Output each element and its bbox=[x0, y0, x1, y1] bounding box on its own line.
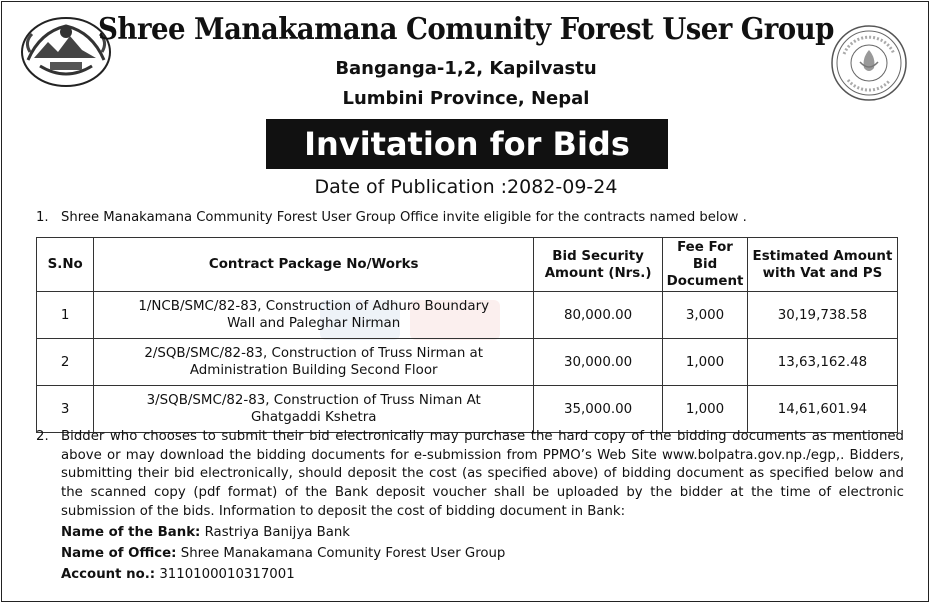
contracts-table bbox=[36, 237, 898, 433]
clause-1 bbox=[36, 210, 747, 225]
cell-fee: 1,000 bbox=[663, 386, 748, 433]
table-row bbox=[37, 339, 898, 386]
account-number-label: Account no.: bbox=[61, 567, 156, 582]
clause-2 bbox=[36, 428, 904, 522]
cell-works-line2: Administration Building Second Floor bbox=[189, 363, 438, 378]
cell-works-line1: 3/SQB/SMC/82-83, Construction of Truss Niman At bbox=[146, 393, 481, 408]
clause-1-text: Shree Manakamana Community Forest User Group Office invite eligible for the contracts named below . bbox=[61, 210, 747, 225]
bank-name-label: Name of the Bank: bbox=[61, 525, 201, 540]
cell-works-line1: 1/NCB/SMC/82-83, Construction of Adhuro Boundary bbox=[138, 299, 490, 314]
clause-1-number: 1. bbox=[36, 210, 49, 225]
cell-sno: 1 bbox=[37, 292, 94, 339]
table-row bbox=[37, 386, 898, 433]
address-line-1: Banganga-1,2, Kapilvastu bbox=[335, 58, 597, 79]
header-bid-security-line2: Amount (Nrs.) bbox=[544, 265, 652, 281]
header-bid-security bbox=[534, 238, 663, 292]
table-row bbox=[37, 292, 898, 339]
notice-title-banner: Invitation for Bids bbox=[266, 119, 668, 169]
header-fee bbox=[663, 238, 748, 292]
publication-date bbox=[0, 176, 932, 198]
cell-works bbox=[94, 339, 534, 386]
table-header-row bbox=[37, 238, 898, 292]
cell-bid-security: 35,000.00 bbox=[534, 386, 663, 433]
header-bid-security-line1: Bid Security bbox=[552, 248, 644, 264]
bank-name-line bbox=[61, 525, 350, 540]
publication-date-label: Date of Publication : bbox=[314, 176, 508, 198]
cell-estimate: 30,19,738.58 bbox=[747, 292, 897, 339]
cell-sno: 3 bbox=[37, 386, 94, 433]
clause-2-number: 2. bbox=[36, 429, 49, 444]
cell-estimate: 14,61,601.94 bbox=[747, 386, 897, 433]
account-number-value: 3110100010317001 bbox=[159, 567, 295, 582]
cell-estimate: 13,63,162.48 bbox=[747, 339, 897, 386]
cell-bid-security: 80,000.00 bbox=[534, 292, 663, 339]
clause-2-text: Bidder who chooses to submit their bid electronically may purchase the hard copy of the bidding documents as mentioned above or may download the bidding documents for e-submission from PPMO’s Web Site www.bolpatra.gov.np./egp,. Bidders, submitting their bid electronically, should deposit the cost (as specified above) of bidding document as specified below and the scanned copy (pdf format) of the Bank deposit voucher shall be uploaded by the bidder at the time of electronic submission of the bids. Information to deposit the cost of bidding document in Bank: bbox=[61, 429, 904, 519]
header-sno: S.No bbox=[37, 238, 94, 292]
header-works: Contract Package No/Works bbox=[94, 238, 534, 292]
cell-works bbox=[94, 292, 534, 339]
cell-works-line2: Wall and Paleghar Nirman bbox=[227, 316, 401, 331]
cell-sno: 2 bbox=[37, 339, 94, 386]
address-line-2: Lumbini Province, Nepal bbox=[342, 88, 590, 109]
cell-works-line1: 2/SQB/SMC/82-83, Construction of Truss Nirman at bbox=[144, 346, 484, 361]
header-estimate-line1: Estimated Amount bbox=[752, 248, 893, 264]
cell-fee: 3,000 bbox=[663, 292, 748, 339]
bank-name-value: Rastriya Banijya Bank bbox=[204, 525, 350, 540]
header-fee-line2: Document bbox=[666, 274, 744, 289]
office-name-line bbox=[61, 546, 505, 561]
header-estimate bbox=[747, 238, 897, 292]
cell-fee: 1,000 bbox=[663, 339, 748, 386]
cell-bid-security: 30,000.00 bbox=[534, 339, 663, 386]
cell-works-line2: Ghatgaddi Kshetra bbox=[250, 410, 377, 425]
office-name-value: Shree Manakamana Comunity Forest User Group bbox=[180, 546, 506, 561]
account-number-line bbox=[61, 567, 295, 582]
office-name-label: Name of Office: bbox=[61, 546, 177, 561]
header-fee-line1: Fee For Bid bbox=[677, 240, 733, 272]
header-estimate-line2: with Vat and PS bbox=[762, 265, 883, 281]
organization-name: Shree Manakamana Comunity Forest User Group bbox=[98, 12, 834, 47]
cell-works bbox=[94, 386, 534, 433]
publication-date-value: 2082-09-24 bbox=[507, 176, 618, 198]
